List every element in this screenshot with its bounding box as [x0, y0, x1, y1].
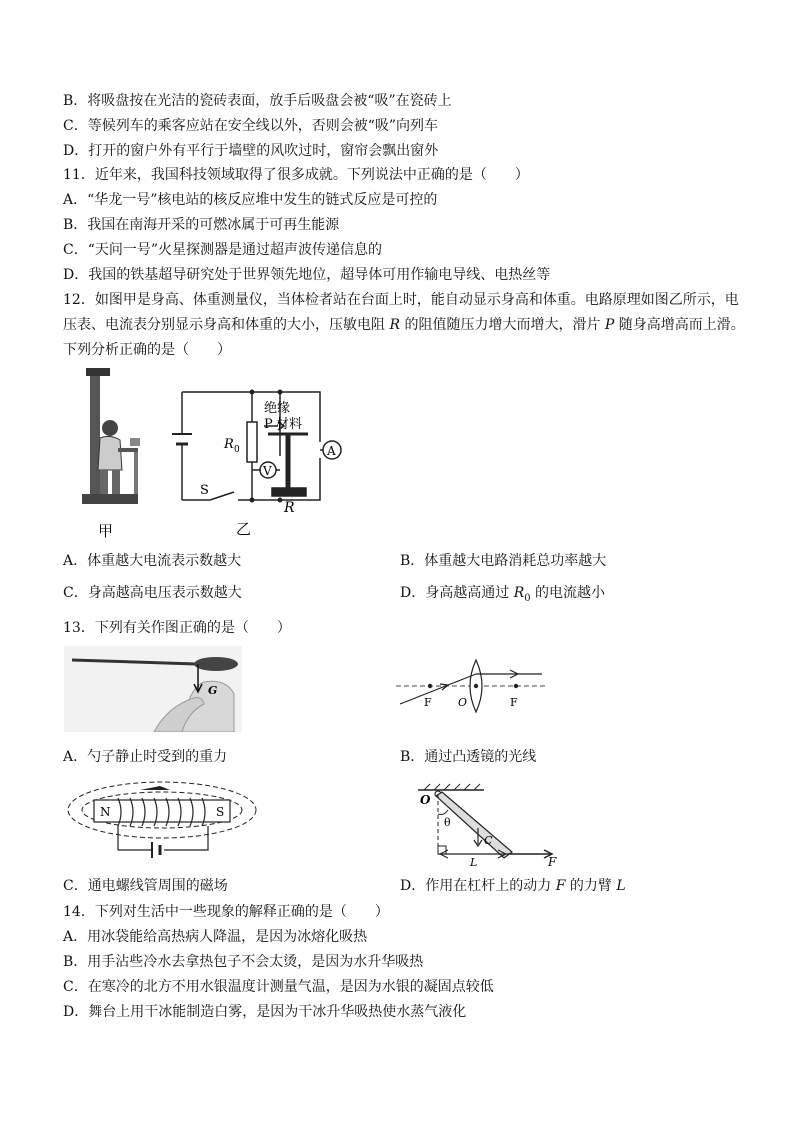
q13-stem: 13．下列有关作图正确的是（ ） — [63, 620, 291, 636]
label-f: F — [548, 855, 557, 868]
field-direction-arrow — [140, 786, 170, 790]
label-north: N — [100, 805, 111, 819]
label-optical-center: O — [458, 696, 468, 709]
label-l: L — [470, 856, 478, 868]
q13-option-a: A．勺子静止时受到的重力 — [63, 749, 228, 765]
q12-option-d: D．身高越高通过 $R_0$ 的电流越小 — [400, 585, 606, 604]
label-c: C — [484, 834, 493, 847]
q11-option-c: C．“天问一号”火星探测器是通过超声波传递信息的 — [63, 242, 383, 258]
switch-blade — [210, 492, 234, 500]
q12-option-b: B．体重越大电路消耗总功率越大 — [400, 553, 607, 569]
q13-option-b: B．通过凸透镜的光线 — [400, 749, 537, 765]
q13-figure-a-spoon — [64, 646, 242, 732]
label-r: R — [284, 500, 295, 516]
label-jia: 甲 — [98, 522, 114, 540]
scale-platform — [82, 494, 138, 504]
svg-text:A: A — [327, 444, 336, 458]
q12-stem-line3: 下列分析正确的是（ ） — [63, 342, 231, 358]
q12-option-a: A．体重越大电流表示数越大 — [63, 553, 242, 569]
label-focus-left: F — [424, 696, 432, 709]
q14-option-c: C．在寒冷的北方不用水银温度计测量气温，是因为水银的凝固点较低 — [63, 979, 494, 995]
q13-option-c: C．通电螺线管周围的磁场 — [63, 878, 228, 894]
q12-option-c: C．身高越高电压表示数越大 — [63, 585, 242, 601]
label-south: S — [216, 805, 225, 819]
q10-option-d: D．打开的窗户外有平行于墙壁的风吹过时，窗帘会飘出窗外 — [63, 143, 439, 159]
q12-figure-jia — [64, 366, 156, 542]
spoon-bowl — [194, 657, 238, 671]
resistor-r0 — [247, 422, 257, 462]
q10-option-c: C．等候列车的乘客应站在安全线以外，否则会被“吸”向列车 — [63, 118, 439, 134]
q14-option-a: A．用冰袋能给高热病人降温，是因为冰熔化吸热 — [63, 929, 368, 945]
q13-option-d: D．作用在杠杆上的动力 F 的力臂 L — [400, 878, 626, 894]
q14-stem: 14．下列对生活中一些现象的解释正确的是（ ） — [63, 904, 389, 920]
label-insulation-1: 绝缘 — [264, 401, 291, 416]
q11-option-a: A．“华龙一号”核电站的核反应堆中发生的链式反应是可控的 — [63, 192, 438, 208]
label-focus-right: F — [510, 696, 518, 709]
q12-stem-line2: 压表、电流表分别显示身高和体重的大小，压敏电阻 R 的阻值随压力增大而增大，滑片 P 随身高增高而上滑。 — [63, 317, 745, 333]
label-g: G — [208, 684, 218, 697]
resistor-r — [272, 488, 306, 496]
label-switch-s: S — [200, 483, 209, 498]
solenoid-core — [94, 800, 230, 822]
q11-option-b: B．我国在南海开采的可燃冰属于可再生能源 — [63, 217, 340, 233]
q14-option-d: D．舞台上用干冰能制造白雾，是因为干冰升华吸热使水蒸气液化 — [63, 1004, 467, 1020]
q11-stem: 11．近年来，我国科技领域取得了很多成就。下列说法中正确的是（ ） — [63, 167, 529, 183]
label-theta: θ — [444, 816, 451, 829]
q13-figure-d-lever — [404, 782, 564, 868]
measuring-pole — [90, 370, 100, 500]
label-p: P — [264, 417, 273, 432]
q12-stem-line1: 12．如图甲是身高、体重测量仪，当体检者站在台面上时，能自动显示身高和体重。电路原理如图乙所示，电 — [63, 292, 739, 308]
q10-option-b: B．将吸盘按在光洁的瓷砖表面，放手后吸盘会被“吸”在瓷砖上 — [63, 93, 452, 109]
q13-figure-c-solenoid — [64, 776, 260, 864]
svg-text:V: V — [263, 464, 272, 478]
label-yi: 乙 — [236, 520, 252, 538]
q12-figure-yi-circuit — [160, 362, 360, 540]
q14-option-b: B．用手沾些冷水去拿热包子不会太烫，是因为水升华吸热 — [63, 954, 424, 970]
svg-text:0: 0 — [234, 445, 240, 455]
label-r0: R — [224, 437, 234, 452]
person-head — [102, 420, 118, 436]
label-insulation-2: 材料 — [276, 417, 303, 432]
q11-option-d: D．我国的铁基超导研究处于世界领先地位，超导体可用作输电导线、电热丝等 — [63, 267, 551, 283]
label-pivot-o: O — [420, 793, 431, 807]
q13-figure-b-lens — [396, 656, 546, 716]
